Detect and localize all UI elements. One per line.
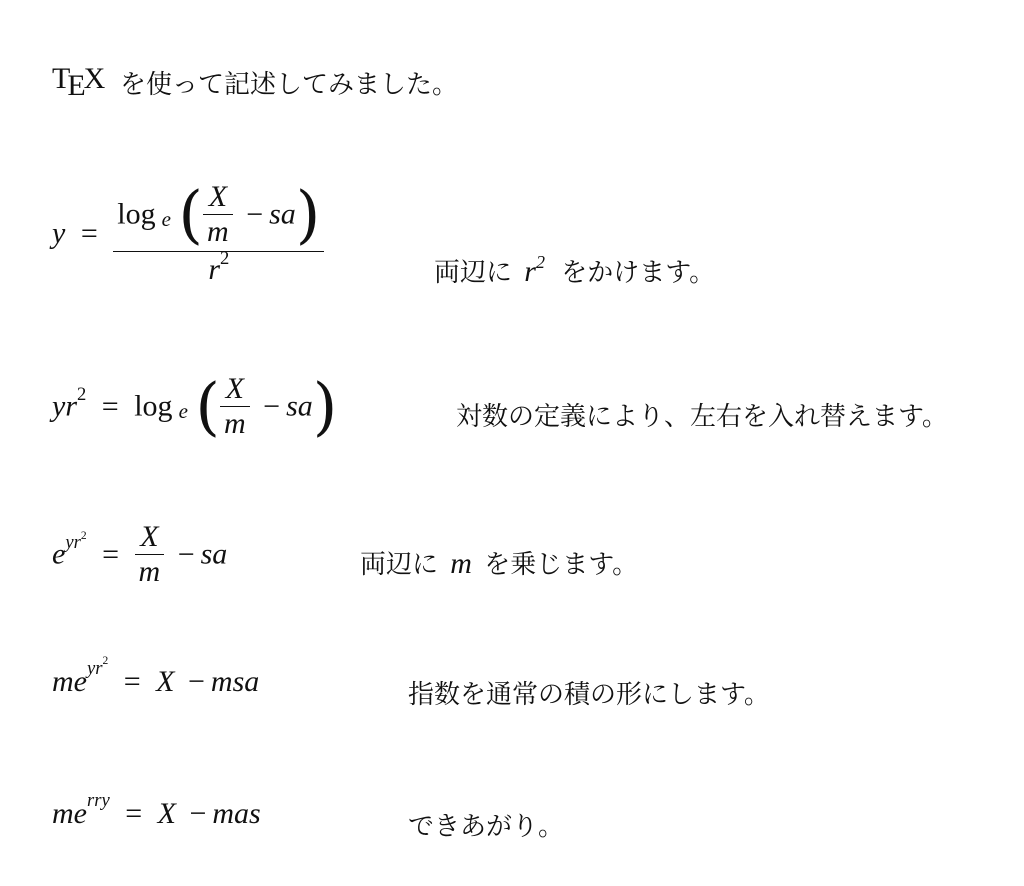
eq3-denominator: m	[135, 554, 165, 589]
eq3-lhs-exponent-group	[65, 529, 87, 554]
eq2-minus: −	[263, 389, 281, 423]
eq4-tail: msa	[210, 665, 260, 699]
note3-math: m	[450, 547, 472, 580]
note3-post: を乗じます。	[484, 550, 639, 580]
step-2	[0, 372, 1024, 462]
eq2-log-base: e	[178, 399, 188, 424]
eq3-lhs: e	[52, 537, 66, 571]
eq3-lhs-exponent-power: 2	[80, 529, 87, 542]
eq4-lhs-exponent-group	[86, 655, 109, 679]
eq1-outer-denominator	[113, 248, 324, 287]
note3-pre: 両辺に	[360, 550, 439, 580]
note1-pre: 両辺に	[434, 258, 513, 288]
eq1-left-paren: (	[178, 178, 204, 251]
eq2-lhs: yr	[52, 389, 77, 423]
eq2-lhs-exponent: 2	[77, 384, 87, 406]
equation-2	[52, 372, 337, 441]
eq2-right-paren: )	[312, 370, 338, 443]
eq1-outer-fraction	[113, 180, 324, 287]
eq3-fraction	[135, 520, 165, 589]
note-3	[360, 544, 638, 581]
eq3-lhs-exponent: yr	[65, 532, 81, 554]
eq1-lhs: y	[52, 216, 66, 250]
note1-math: r	[524, 255, 536, 288]
note1-math-exponent: 2	[535, 251, 545, 272]
tex-logo-t: T	[52, 62, 71, 95]
eq1-denominator-exponent: 2	[220, 248, 230, 270]
eq1-right-paren: )	[295, 178, 321, 251]
eq1-outer-numerator	[113, 180, 324, 251]
eq1-denominator-r: r	[208, 253, 221, 286]
step-1	[0, 180, 1024, 310]
eq4-lhs-exponent: yr	[86, 657, 103, 679]
eq3-minus: −	[177, 537, 195, 571]
eq2-tail: sa	[286, 389, 313, 423]
eq2-inner-denominator: m	[220, 406, 250, 441]
eq3-numerator: X	[140, 520, 159, 553]
eq5-tail: mas	[212, 797, 261, 830]
intro-text: を使って記述してみました。	[120, 70, 459, 100]
eq4-minus: −	[188, 665, 205, 699]
eq1-tail: sa	[269, 197, 296, 231]
eq1-inner-denominator: m	[203, 214, 233, 249]
eq5-equals: =	[125, 797, 143, 830]
eq1-minus: −	[246, 197, 264, 231]
note-1	[434, 252, 715, 289]
tex-logo	[52, 62, 106, 102]
eq4-lhs: me	[52, 665, 87, 699]
eq2-equals: =	[101, 389, 119, 423]
eq5-lhs-exponent: rry	[86, 789, 110, 811]
eq3-tail: sa	[200, 537, 228, 571]
eq4-equals: =	[123, 665, 141, 699]
eq2-inner-fraction	[220, 372, 250, 441]
eq1-equals: =	[80, 216, 98, 250]
eq2-inner-numerator: X	[225, 372, 244, 405]
note-5: できあがり。	[408, 812, 565, 842]
step-5	[0, 790, 1024, 850]
eq1-log-base: e	[161, 207, 171, 232]
note-4: 指数を通常の積の形にします。	[408, 680, 770, 710]
step-3	[0, 520, 1024, 600]
tex-logo-e: E	[67, 69, 86, 102]
note1-post: をかけます。	[561, 258, 716, 288]
eq5-minus: −	[189, 797, 207, 830]
eq1-log: log	[117, 197, 156, 231]
eq2-log: log	[134, 389, 173, 423]
eq4-lhs-exponent-power: 2	[102, 655, 109, 668]
eq1-inner-numerator: X	[208, 180, 228, 213]
note-2: 対数の定義により、左右を入れ替えます。	[456, 402, 948, 432]
equation-4	[52, 655, 260, 699]
eq5-rhs: X	[157, 797, 176, 830]
eq2-left-paren: (	[195, 370, 220, 443]
equation-1	[52, 180, 324, 287]
equation-3	[52, 520, 227, 589]
eq1-inner-fraction	[203, 180, 233, 249]
eq5-lhs: me	[52, 797, 87, 830]
step-4	[0, 655, 1024, 718]
tex-logo-x: X	[83, 62, 106, 95]
eq3-equals: =	[102, 537, 120, 571]
eq4-rhs: X	[156, 665, 175, 699]
equation-5	[52, 789, 261, 831]
